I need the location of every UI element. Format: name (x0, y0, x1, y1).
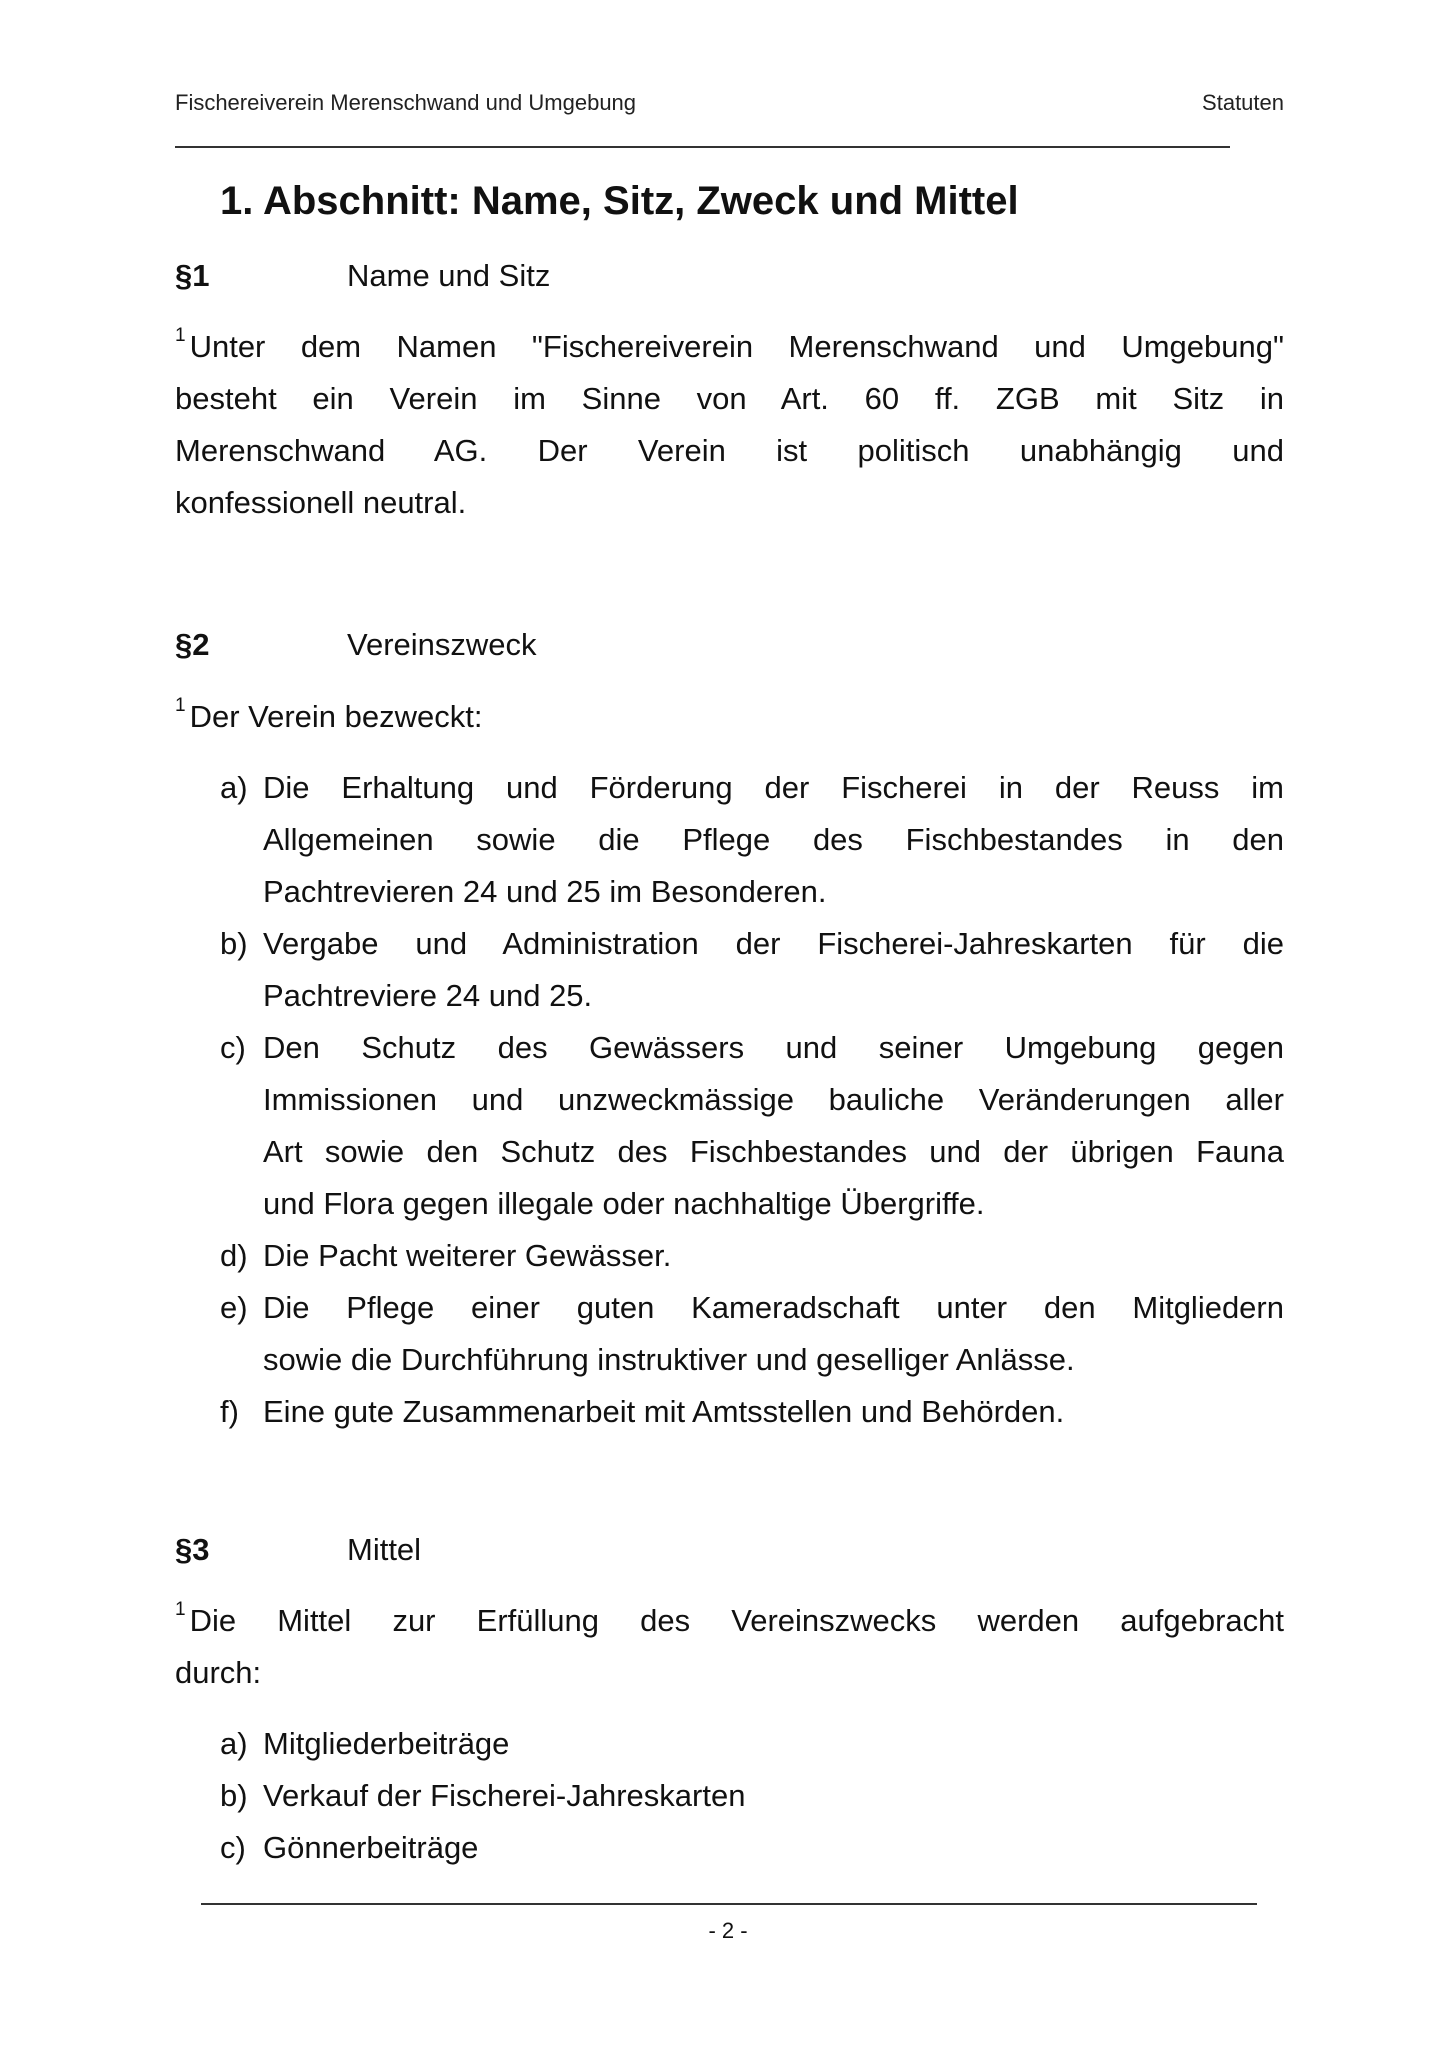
line-text: Der Verein bezweckt: (189, 699, 483, 734)
list-item-label: b) (220, 926, 248, 961)
paragraph-line (175, 1647, 1284, 1699)
page-number: - 2 - (708, 1918, 748, 1943)
section-title: Vereinszweck (347, 627, 537, 662)
list-item (220, 762, 1284, 918)
list-item-text (263, 1718, 1284, 1770)
list-item-label: d) (220, 1238, 248, 1273)
list-item-label: c) (220, 1030, 246, 1065)
line-text: Merenschwand AG. Der Verein ist politisch unabhängig und (175, 433, 1284, 468)
list-item-line: und Flora gegen illegale oder nachhaltige Übergriffe. (263, 1186, 985, 1221)
list-item-text (263, 1022, 1284, 1230)
paragraph-line (175, 425, 1284, 477)
paragraph-line (175, 477, 1284, 529)
list-item (220, 1770, 1284, 1822)
list-item (220, 1386, 1284, 1438)
section-number: §3 (175, 1532, 210, 1567)
list-item-line: Eine gute Zusammenarbeit mit Amtsstellen und Behörden. (263, 1394, 1065, 1429)
list-item (220, 918, 1284, 1022)
list-item-text (263, 1386, 1284, 1438)
list-item-label: a) (220, 1726, 248, 1761)
header-left-title: Fischereiverein Merenschwand und Umgebung (175, 90, 637, 115)
list-item-line: Den Schutz des Gewässers und seiner Umgebung gegen (263, 1030, 1284, 1065)
list-item-line: Die Erhaltung und Förderung der Fischerei in der Reuss im (263, 770, 1284, 805)
line-text: konfessionell neutral. (175, 485, 467, 520)
paragraph-line (175, 373, 1284, 425)
list-item-label: a) (220, 770, 248, 805)
header-right-title: Statuten (1202, 90, 1284, 115)
list-item (220, 1282, 1284, 1386)
list-item-line: Pachtreviere 24 und 25. (263, 978, 593, 1013)
line-text: besteht ein Verein im Sinne von Art. 60 ff. ZGB mit Sitz in (175, 381, 1284, 416)
line-text: Die Mittel zur Erfüllung des Vereinszwecks werden aufgebracht (189, 1603, 1284, 1638)
list-item-line: Immissionen und unzweckmässige bauliche Veränderungen aller (263, 1082, 1284, 1117)
list-item-line: Vergabe und Administration der Fischerei-Jahreskarten für die (263, 926, 1284, 961)
section-heading (175, 1524, 1284, 1576)
paragraph-number: 1 (175, 1599, 186, 1620)
list-item-label: e) (220, 1290, 248, 1325)
list-item-line: sowie die Durchführung instruktiver und geselliger Anlässe. (263, 1342, 1075, 1377)
list-item (220, 1822, 1284, 1874)
list-item-line: Pachtrevieren 24 und 25 im Besonderen. (263, 874, 827, 909)
section-number: §1 (175, 258, 210, 293)
section-list (220, 1718, 1284, 1874)
footer-divider (201, 1903, 1257, 1905)
list-item-line: Die Pacht weiterer Gewässer. (263, 1238, 672, 1273)
paragraph-line (175, 1595, 1284, 1647)
list-item-line: Art sowie den Schutz des Fischbestandes und der übrigen Fauna (263, 1134, 1284, 1169)
paragraph-line (175, 321, 1284, 373)
list-item-text (263, 1822, 1284, 1874)
chapter-title: 1. Abschnitt: Name, Sitz, Zweck und Mittel (220, 179, 1019, 223)
list-item-text (263, 918, 1284, 1022)
section-number: §2 (175, 627, 210, 662)
section-heading (175, 619, 1284, 671)
section-title: Name und Sitz (347, 258, 551, 293)
paragraph-number: 1 (175, 695, 186, 716)
list-item-line: Mitgliederbeiträge (263, 1726, 510, 1761)
section-heading (175, 250, 1284, 302)
list-item (220, 1230, 1284, 1282)
section-paragraph (175, 321, 1284, 529)
section-paragraph (175, 1595, 1284, 1699)
list-item-label: b) (220, 1778, 248, 1813)
line-text: Unter dem Namen "Fischereiverein Merenschwand und Umgebung" (189, 329, 1284, 364)
section-list (220, 762, 1284, 1438)
list-item-line: Verkauf der Fischerei-Jahreskarten (263, 1778, 746, 1813)
section-paragraph (175, 691, 1284, 743)
list-item (220, 1718, 1284, 1770)
list-item-label: c) (220, 1830, 246, 1865)
section-title: Mittel (347, 1532, 422, 1567)
list-item-line: Die Pflege einer guten Kameradschaft unter den Mitgliedern (263, 1290, 1284, 1325)
list-item-text (263, 1230, 1284, 1282)
line-text: durch: (175, 1655, 262, 1690)
list-item-text (263, 1282, 1284, 1386)
list-item-label: f) (220, 1394, 239, 1429)
list-item-line: Gönnerbeiträge (263, 1830, 479, 1865)
list-item-line: Allgemeinen sowie die Pflege des Fischbestandes in den (263, 822, 1284, 857)
paragraph-number: 1 (175, 325, 186, 346)
list-item-text (263, 1770, 1284, 1822)
header-divider (175, 146, 1230, 148)
list-item-text (263, 762, 1284, 918)
list-item (220, 1022, 1284, 1230)
paragraph-line (175, 691, 1284, 743)
